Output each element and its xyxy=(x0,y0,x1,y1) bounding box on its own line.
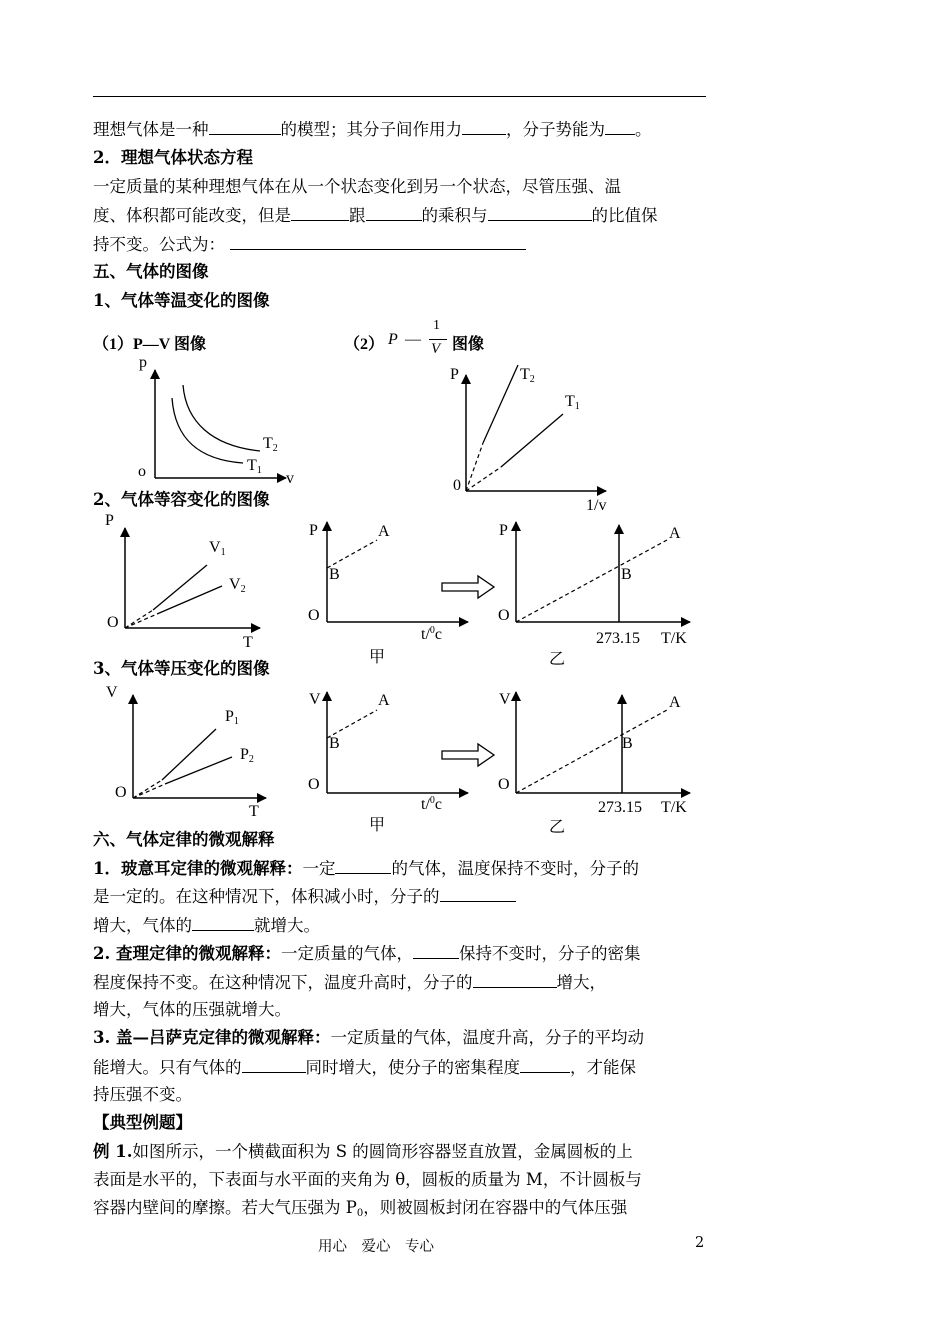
yi2-tick-label: 273.15 xyxy=(598,799,642,816)
p1v-t1-line xyxy=(501,414,563,467)
vt-y-label: V xyxy=(106,684,118,701)
text-fragment: V xyxy=(229,576,241,593)
isobaric-yi-graph xyxy=(516,692,690,793)
jia-a-label: A xyxy=(378,523,390,540)
text-fragment: 1 xyxy=(233,716,239,727)
pv-isotherm-t1 xyxy=(172,398,243,463)
text-fragment: 1 xyxy=(574,401,580,412)
section-five-title: 五、气体的图像 xyxy=(93,262,209,281)
text-fragment: 2 xyxy=(529,374,535,385)
text-fragment: 度、体积都可能改变，但是 xyxy=(93,206,291,225)
p1v-caption-prefix: （2） xyxy=(344,336,385,353)
text-fragment: 的模型；其分子间作用力 xyxy=(280,120,462,139)
p1v-caption-p: P xyxy=(388,331,398,348)
p1v-t2-line xyxy=(483,365,518,443)
yi2-b-label: B xyxy=(622,735,633,752)
text-fragment: c xyxy=(434,626,442,643)
jia-b-label: B xyxy=(329,566,340,583)
transform-arrow-icon xyxy=(442,744,494,766)
text-fragment: 例 1. xyxy=(93,1142,133,1161)
text-fragment: 增大， xyxy=(556,973,606,992)
isochoric-yi-graph xyxy=(516,522,690,622)
yi2-y-label: V xyxy=(499,691,511,708)
text-fragment: 跟 xyxy=(349,206,366,225)
boyle-line-1 xyxy=(93,856,706,881)
footer-motto: 用心 爱心 专心 xyxy=(318,1239,434,1255)
blank[interactable] xyxy=(192,913,254,931)
jia-y-label: P xyxy=(309,522,318,539)
pt-x-label: T xyxy=(243,634,253,651)
text-fragment: 1．玻意耳定律的微观解释： xyxy=(93,859,303,878)
state-equation-heading: 2．理想气体状态方程 xyxy=(93,148,253,167)
blank[interactable] xyxy=(473,970,557,988)
text-fragment: 0 xyxy=(429,625,435,636)
text-fragment: 。 xyxy=(635,120,652,139)
paragraph-line: 一定质量的某种理想气体在从一个状态变化到另一个状态，尽管压强、温 xyxy=(93,177,621,196)
yi-x-label: T/K xyxy=(661,630,687,647)
p1v-t2-dashed xyxy=(466,443,483,491)
blank[interactable] xyxy=(242,1055,306,1073)
pv-y-label: p xyxy=(139,354,147,371)
text-fragment: 1 xyxy=(256,465,262,476)
text-fragment: 0 xyxy=(356,1208,364,1219)
pv-isotherm-t2 xyxy=(183,385,260,451)
text-fragment: P xyxy=(225,708,234,725)
text-fragment: 保持不变时，分子的密集 xyxy=(458,944,641,963)
vt-p2-label xyxy=(240,746,254,765)
pv-t1-label xyxy=(247,457,262,476)
pt-v2-dashed xyxy=(125,614,157,628)
isothermal-heading: 1、气体等温变化的图像 xyxy=(93,291,270,310)
jia-dashed-line xyxy=(327,540,377,568)
p1v-y-label: P xyxy=(450,366,459,383)
yi2-dashed-line xyxy=(516,710,667,793)
example-1-line-2: 表面是水平的，下表面与水平面的夹角为 θ，圆板的质量为 M，不计圆板与 xyxy=(93,1170,642,1189)
yi2-origin-label: O xyxy=(498,776,510,793)
yi-caption: 乙 xyxy=(549,651,566,668)
pt-v2-label xyxy=(229,576,246,595)
p1v-caption-denominator: V xyxy=(431,341,441,357)
text-fragment: 一定质量的气体，温度升高，分子的平均动 xyxy=(330,1028,644,1047)
text-fragment: P xyxy=(240,746,249,763)
blank[interactable] xyxy=(413,941,459,959)
jia2-a-label: A xyxy=(378,692,390,709)
text-fragment: 一定质量的气体， xyxy=(280,944,413,963)
jia-origin-label: O xyxy=(308,607,320,624)
text-fragment: 2 xyxy=(240,584,246,595)
yi2-a-label: A xyxy=(669,694,681,711)
text-fragment: 程度保持不变。在这种情况下，温度升高时，分子的 xyxy=(93,973,473,992)
text-fragment: 是一定的。在这种情况下，体积减小时，分子的 xyxy=(93,887,440,906)
text-fragment: 的比值保 xyxy=(591,206,658,225)
jia2-y-label: V xyxy=(309,691,321,708)
text-fragment: 的气体，温度保持不变时，分子的 xyxy=(391,859,639,878)
yi-origin-label: O xyxy=(498,607,510,624)
example-1-line-1 xyxy=(93,1140,706,1164)
yi2-caption: 乙 xyxy=(549,819,566,836)
page-number: 2 xyxy=(695,1235,705,1251)
p1v-origin-label: 0 xyxy=(453,477,461,494)
text-fragment: 0 xyxy=(429,795,435,806)
text-fragment: t/ xyxy=(421,626,430,643)
yi-tick-label: 273.15 xyxy=(596,630,640,647)
text-fragment: 理想气体是一种 xyxy=(93,120,209,139)
gay-lussac-line-3: 持压强不变。 xyxy=(93,1085,192,1104)
text-fragment: 能增大。只有气体的 xyxy=(93,1058,242,1077)
jia2-x-label xyxy=(421,795,442,814)
jia2-caption: 甲 xyxy=(369,817,386,834)
text-fragment: t/ xyxy=(421,796,430,813)
text-fragment: T xyxy=(263,435,273,452)
pt-v1-dashed xyxy=(125,610,153,628)
isochoric-jia-graph xyxy=(327,522,468,622)
text-fragment: T xyxy=(520,366,530,383)
isobaric-heading: 3、气体等压变化的图像 xyxy=(93,659,270,678)
gay-lussac-line-2 xyxy=(93,1055,706,1080)
blank[interactable] xyxy=(335,856,391,874)
isochoric-heading: 2、气体等容变化的图像 xyxy=(93,490,270,509)
charles-line-1 xyxy=(93,941,706,966)
text-fragment: ，则被圆板封闭在容器中的气体压强 xyxy=(363,1198,628,1217)
text-fragment: 2 xyxy=(272,443,278,454)
text-fragment: 1 xyxy=(220,547,226,558)
jia2-b-label: B xyxy=(329,735,340,752)
jia2-origin-label: O xyxy=(308,776,320,793)
charles-line-3: 增大，气体的压强就增大。 xyxy=(93,1000,291,1019)
pv-graph xyxy=(155,370,286,478)
pt-v1-line xyxy=(153,565,207,610)
text-fragment: 2 xyxy=(248,754,254,765)
pt-origin-label: O xyxy=(107,614,119,631)
transform-arrow-icon xyxy=(442,576,494,598)
text-fragment: ，才能保 xyxy=(570,1058,636,1077)
text-fragment: 的乘积与 xyxy=(421,206,488,225)
isobaric-jia-graph xyxy=(327,692,468,793)
jia2-dashed-line xyxy=(327,710,377,738)
text-fragment: 就增大。 xyxy=(254,916,320,935)
vt-p2-line xyxy=(165,757,232,784)
charles-line-2 xyxy=(93,970,706,995)
vt-origin-label: O xyxy=(115,784,127,801)
p1v-caption-numerator: 1 xyxy=(433,318,440,333)
text-fragment: 一定 xyxy=(302,859,336,878)
text-fragment: c xyxy=(434,796,442,813)
yi-dashed-line xyxy=(516,540,667,622)
pv-x-label: v xyxy=(286,470,294,487)
gay-lussac-line-1 xyxy=(93,1026,706,1050)
vt-p1-dashed xyxy=(133,780,162,798)
yi-a-label: A xyxy=(669,525,681,542)
boyle-line-3 xyxy=(93,913,706,938)
text-fragment: V xyxy=(209,539,221,556)
jia-x-label xyxy=(421,625,442,644)
text-fragment: 增大，气体的 xyxy=(93,916,192,935)
text-fragment: T xyxy=(247,457,257,474)
vt-p2-dashed xyxy=(133,784,165,798)
pt-v2-line xyxy=(157,586,222,614)
vt-p1-line xyxy=(162,729,216,780)
example-1-line-3 xyxy=(93,1196,706,1226)
p1v-caption-suffix: 图像 xyxy=(452,336,485,353)
text-fragment: T xyxy=(565,393,575,410)
text-fragment: 持不变。公式为： xyxy=(93,235,225,254)
pv-origin-label: o xyxy=(138,463,146,480)
pt-y-label: P xyxy=(105,512,114,529)
pt-v1-label xyxy=(209,539,226,558)
text-fragment: 如图所示，一个横截面积为 S 的圆筒形容器竖直放置，金属圆板的上 xyxy=(132,1142,633,1161)
pv-t2-label xyxy=(263,435,278,454)
yi-b-label: B xyxy=(621,566,632,583)
p1v-t2-label xyxy=(520,366,535,385)
yi-y-label: P xyxy=(499,522,508,539)
yi2-x-label: T/K xyxy=(661,799,687,816)
examples-heading: 【典型例题】 xyxy=(93,1113,192,1132)
jia-caption: 甲 xyxy=(369,649,386,666)
text-fragment: 同时增大，使分子的密集程度 xyxy=(305,1058,520,1077)
p1v-x-label: 1/v xyxy=(586,497,607,514)
p1v-caption-dash: — xyxy=(405,331,421,348)
blank[interactable] xyxy=(520,1055,570,1073)
section-six-title: 六、气体定律的微观解释 xyxy=(93,830,275,849)
text-fragment: 2. 查理定律的微观解释： xyxy=(93,944,281,963)
p1v-graph xyxy=(466,365,606,491)
boyle-line-2 xyxy=(93,884,706,909)
vt-p1-label xyxy=(225,708,239,727)
text-fragment: 3. 盖—吕萨克定律的微观解释： xyxy=(93,1028,331,1047)
pv-caption: （1）P—V 图像 xyxy=(93,336,207,353)
text-fragment: 容器内壁间的摩擦。若大气压强为 P xyxy=(93,1198,357,1217)
p1v-t1-label xyxy=(565,393,580,412)
blank[interactable] xyxy=(440,884,516,902)
vt-x-label: T xyxy=(249,803,259,820)
text-fragment: ，分子势能为 xyxy=(506,120,605,139)
